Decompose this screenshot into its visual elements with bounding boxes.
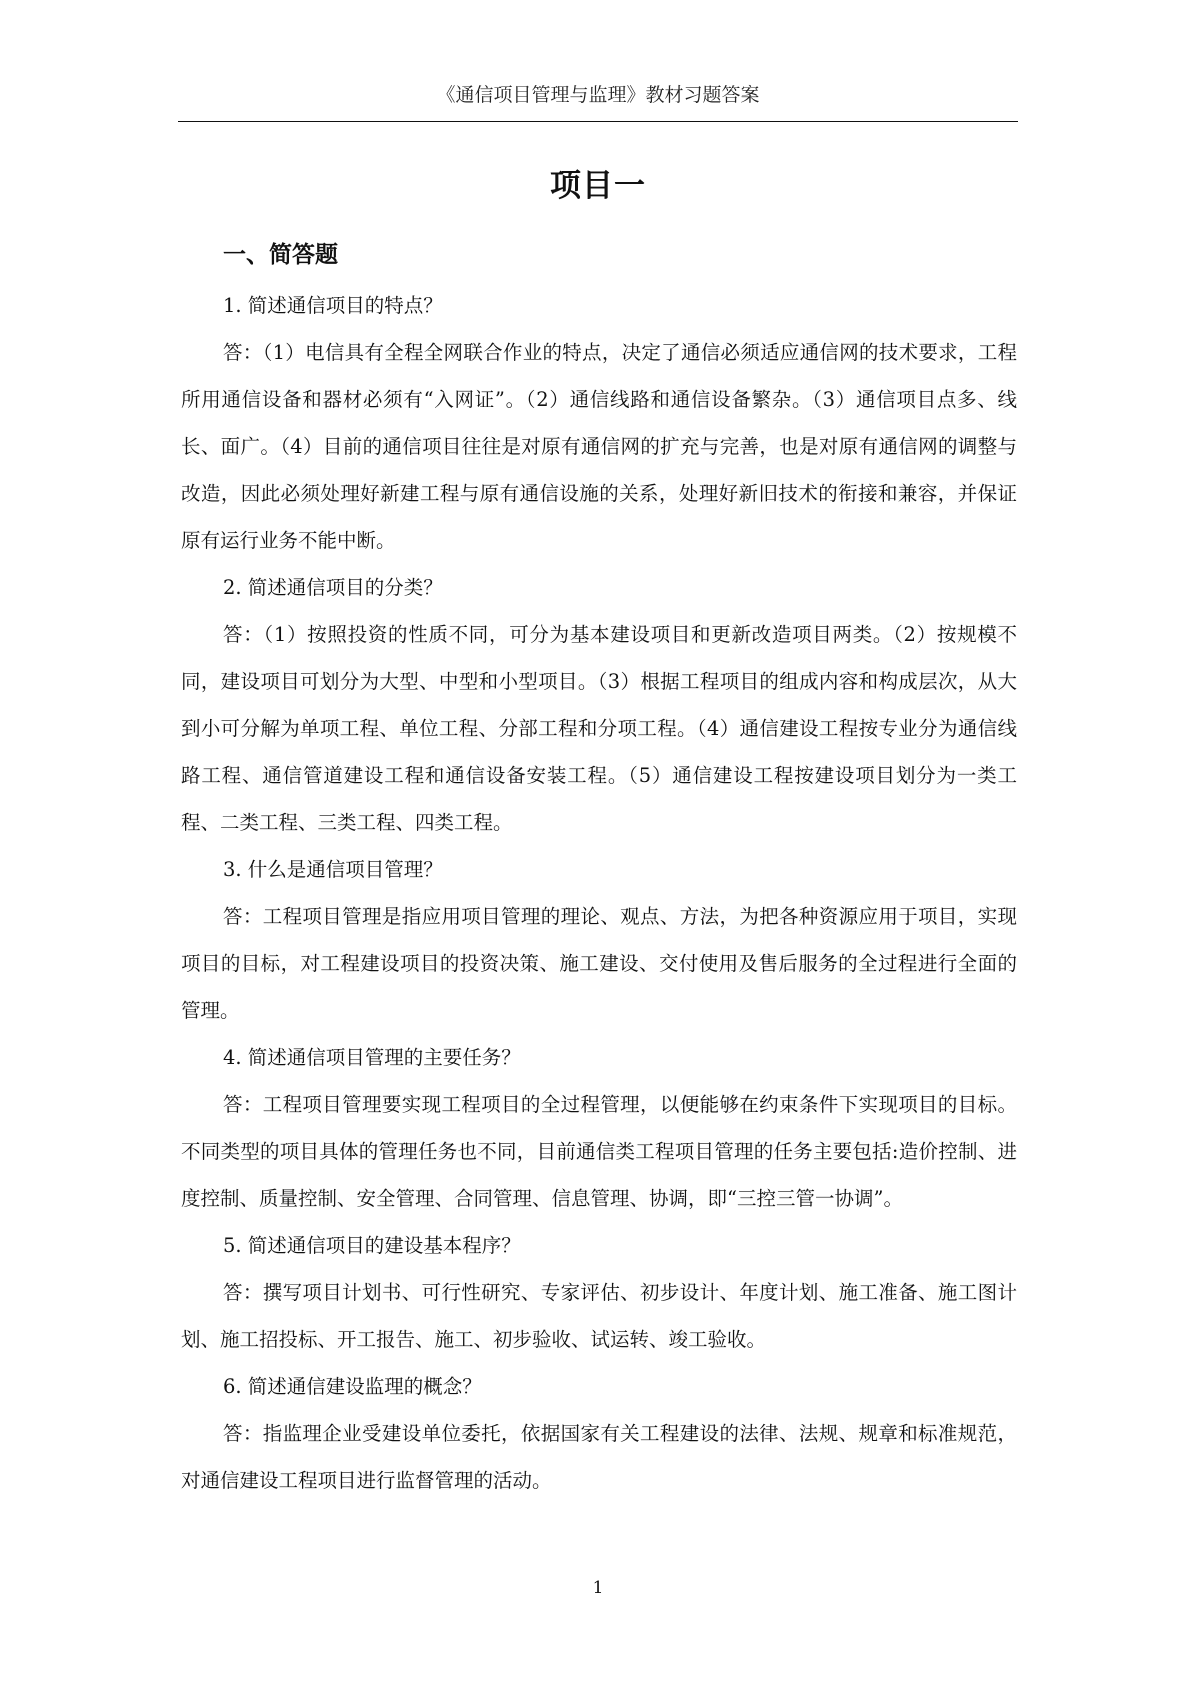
question-text: 6. 简述通信建设监理的概念？ <box>223 1375 482 1398</box>
answer-text: 答：指监理企业受建设单位委托，依据国家有关工程建设的法律、法规、规章和标准规范，对通信建设工程项目进行监督管理的活动。 <box>181 1422 1017 1492</box>
qa-item-4 <box>181 1034 1017 1222</box>
answer-text: 答：撰写项目计划书、可行性研究、专家评估、初步设计、年度计划、施工准备、施工图计划、施工招投标、开工报告、施工、初步验收、试运转、竣工验收。 <box>181 1281 1017 1351</box>
answer-text: 答：（1）按照投资的性质不同，可分为基本建设项目和更新改造项目两类。（2）按规模不同，建设项目可划分为大型、中型和小型项目。（3）根据工程项目的组成内容和构成层次，从大到小可分解为单项工程、单位工程、分部工程和分项工程。（4）通信建设工程按专业分为通信线路工程、通信管道建设工程和通信设备安装工程。（5）通信建设工程按建设项目划分为一类工程、二类工程、三类工程、四类工程。 <box>181 623 1017 834</box>
qa-item-5 <box>181 1222 1017 1363</box>
question-text: 2. 简述通信项目的分类？ <box>223 576 443 599</box>
document-body <box>181 240 1017 1504</box>
qa-item-2 <box>181 564 1017 846</box>
page-number: 1 <box>592 1578 604 1598</box>
page-header-title: 《通信项目管理与监理》教材习题答案 <box>436 84 760 106</box>
qa-item-3 <box>181 846 1017 1034</box>
chapter-title: 项目一 <box>550 168 646 204</box>
answer-text: 答：工程项目管理是指应用项目管理的理论、观点、方法，为把各种资源应用于项目，实现项目的目标，对工程建设项目的投资决策、施工建设、交付使用及售后服务的全过程进行全面的管理。 <box>181 905 1017 1022</box>
question-text: 4. 简述通信项目管理的主要任务？ <box>223 1046 521 1069</box>
question-text: 5. 简述通信项目的建设基本程序？ <box>223 1234 521 1257</box>
header-divider <box>178 121 1018 122</box>
qa-item-6 <box>181 1363 1017 1504</box>
section-heading: 一、简答题 <box>223 241 338 268</box>
question-text: 1. 简述通信项目的特点？ <box>223 294 443 317</box>
answer-text: 答：（1）电信具有全程全网联合作业的特点，决定了通信必须适应通信网的技术要求，工程所用通信设备和器材必须有“入网证”。（2）通信线路和通信设备繁杂。（3）通信项目点多、线长、面广。（4）目前的通信项目往往是对原有通信网的扩充与完善，也是对原有通信网的调整与改造，因此必须处理好新建工程与原有通信设施的关系，处理好新旧技术的衔接和兼容，并保证原有运行业务不能中断。 <box>181 341 1017 552</box>
question-text: 3. 什么是通信项目管理？ <box>223 858 443 881</box>
qa-item-1 <box>181 282 1017 564</box>
answer-text: 答：工程项目管理要实现工程项目的全过程管理，以便能够在约束条件下实现项目的目标。不同类型的项目具体的管理任务也不同，目前通信类工程项目管理的任务主要包括:造价控制、进度控制、质量控制、安全管理、合同管理、信息管理、协调，即“三控三管一协调”。 <box>181 1093 1017 1210</box>
